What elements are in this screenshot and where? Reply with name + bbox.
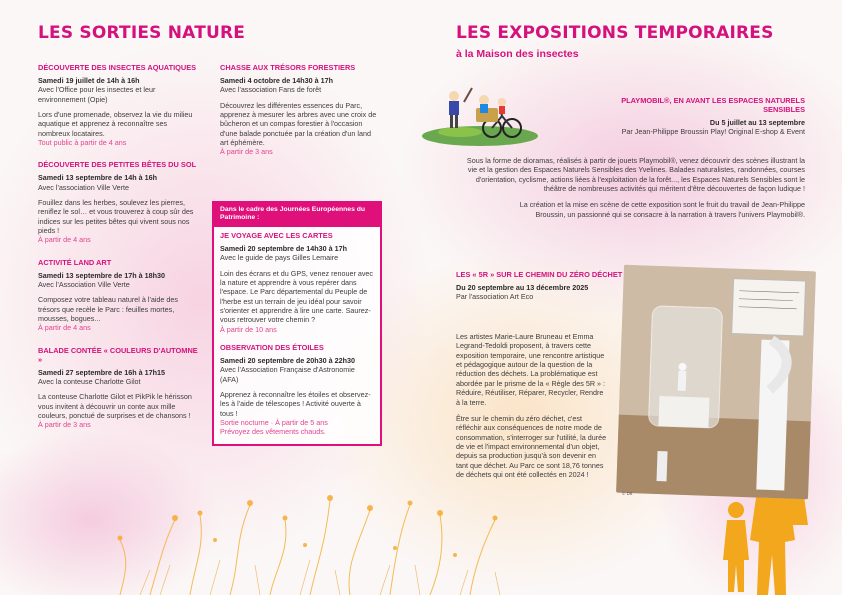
event-title: BALADE CONTÉE « COULEURS D'AUTOMNE » <box>38 345 198 364</box>
right-subheading: à la Maison des insectes <box>456 48 579 60</box>
photo-credit: © D8 <box>622 491 633 496</box>
expo-title: PLAYMOBIL®, EN AVANT LES ESPACES NATURELS SENSIBLES <box>621 96 805 114</box>
event-clothing-note: Prévoyez des vêtements chauds. <box>220 427 326 437</box>
event-age-note: Tout public à partir de 4 ans <box>38 138 127 148</box>
column-2 <box>220 64 380 167</box>
event-petites-betes <box>38 161 198 244</box>
event-age-note: À partir de 10 ans <box>220 324 277 334</box>
event-description: La conteuse Charlotte Gilot et PikPik le hérisson vous invitent à découvrir un conte aux mille couleurs, ponctué de surprises et de chansons ! <box>38 392 192 420</box>
event-description: Loin des écrans et du GPS, venez renouer avec la nature et apprendre à vous repérer dans l'espace. Le Parc départemental du Peuple de l'herbe est un terrain de jeu idéal pour savoir s'orienter et apprendre à lire une carte. Saurez-vous retrouver votre chemin ? <box>220 268 374 325</box>
expo-description: Les artistes Marie-Laure Bruneau et Emma Legrand-Tedoldi proposent, à travers cette exposition temporaire, une rencontre artistique et pédagogique autour de la question de la réduction des déchets. La problématique est abordée par le prisme de la « Règle des 5R » : Réduire, Réutiliser, Réparer, Recycler, Rendre à la terre. <box>456 332 606 407</box>
event-date: Samedi 27 septembre de 16h à 17h15 <box>38 367 166 377</box>
event-title: OBSERVATION DES ÉTOILES <box>220 343 324 353</box>
exhibition-photo <box>616 265 816 500</box>
event-title: JE VOYAGE AVEC LES CARTES <box>220 230 333 240</box>
event-date: Samedi 19 juillet de 14h à 16h <box>38 75 140 85</box>
event-observation-etoiles <box>220 344 374 437</box>
event-age-note: Sortie nocturne · À partir de 5 ans <box>220 418 328 428</box>
column-1 <box>38 64 198 440</box>
event-description: Fouillez dans les herbes, soulevez les pierres, reniflez le sol… et vous trouverez à coup sûr des indices sur les petites bêtes qui vivent sous nos pieds ! <box>38 197 194 236</box>
expo-playmobil-text <box>458 156 805 219</box>
expo-credits: La création et la mise en scène de cette exposition sont le fruit du travail de Jean-Philippe Broussin, un passionné qui se consacre à la narration à travers l'univers Playmobil®. <box>519 200 805 219</box>
left-heading: LES SORTIES NATURE <box>38 23 246 43</box>
event-land-art <box>38 259 198 333</box>
event-title: ACTIVITÉ LAND ART <box>38 257 112 267</box>
event-age-note: À partir de 4 ans <box>38 323 91 333</box>
event-organizer: Avec la conteuse Charlotte Gilot <box>38 376 141 386</box>
event-description: Apprenez à reconnaître les étoiles et observez-les à l'aide de télescopes ! Activité ouverte à tous ! <box>220 390 371 418</box>
event-title: DÉCOUVERTE DES INSECTES AQUATIQUES <box>38 63 197 72</box>
expo-organizer: Par Jean-Philippe Broussin Play! Original E-shop & Event <box>621 127 805 137</box>
event-age-note: À partir de 3 ans <box>38 420 91 430</box>
event-description: Découvrez les différentes essences du Parc, apprenez à mesurer les arbres avec une croix de bûcheron et un compas forestier à l'occasion d'une balade ponctuée par la création d'un land art éphémère. <box>220 100 377 148</box>
expo-playmobil <box>470 97 805 136</box>
event-description: Composez votre tableau naturel à l'aide des trésors que recèle le Parc : feuilles mortes, mousses, bogues... <box>38 295 179 324</box>
expo-description: Sous la forme de dioramas, réalisés à partir de jouets Playmobil®, venez découvrir des scènes illustrant la vie et la gestion des Espaces Naturels Sensibles des Yvelines. Balades naturalistes, randonnées, courses d'orientation, cyclisme, actions liées à l'exploitation de la forêt..., les Espaces Naturels Sensibles sont le théâtre de nombreuses activités qui méritent d'être découvertes de façon ludique ! <box>466 156 805 194</box>
expo-5r-text <box>456 332 608 479</box>
event-organizer: Avec le guide de pays Gilles Lemaire <box>220 253 339 263</box>
expo-date: Du 20 septembre au 13 décembre 2025 <box>456 282 589 292</box>
event-age-note: À partir de 3 ans <box>220 147 273 157</box>
event-balade-contee <box>38 347 198 430</box>
event-organizer: Avec l'association Ville Verte <box>38 182 130 192</box>
event-description: Lors d'une promenade, observez la vie du milieu aquatique et apprenez à reconnaître ses nombreux locataires. <box>38 109 193 138</box>
event-organizer: Avec l'association Fans de forêt <box>220 85 322 95</box>
event-organizer: Avec l'Office pour les insectes et leur environnement (Opie) <box>38 85 156 104</box>
event-insectes-aquatiques <box>38 64 198 147</box>
expo-organizer: Par l'association Art Eco <box>456 292 534 302</box>
event-age-note: À partir de 4 ans <box>38 235 91 245</box>
event-date: Samedi 13 septembre de 14h à 16h <box>38 173 158 183</box>
right-heading: LES EXPOSITIONS TEMPORAIRES <box>456 23 774 43</box>
event-organizer: Avec l'Association Ville Verte <box>38 280 130 290</box>
event-date: Samedi 20 septembre de 20h30 à 22h30 <box>220 355 356 365</box>
expo-5r <box>456 271 636 302</box>
event-title: DÉCOUVERTE DES PETITES BÊTES DU SOL <box>38 160 197 170</box>
expo-title: LES « 5R » SUR LE CHEMIN DU ZÉRO DÉCHET <box>456 270 623 279</box>
event-title: CHASSE AUX TRÉSORS FORESTIERS <box>220 63 356 72</box>
patrimoine-box-header: Dans le cadre des Journées Européennes du Patrimoine : <box>214 203 380 227</box>
event-date: Samedi 4 octobre de 14h30 à 17h <box>220 75 334 85</box>
event-organizer: Avec l'Association Française d'Astronomie (AFA) <box>220 365 355 384</box>
expo-date: Du 5 juillet au 13 septembre <box>709 117 805 127</box>
patrimoine-box <box>212 201 382 446</box>
event-voyage-cartes <box>220 232 374 334</box>
event-date: Samedi 20 septembre de 14h30 à 17h <box>220 243 348 253</box>
event-chasse-tresors <box>220 64 380 157</box>
expo-facts: Être sur le chemin du zéro déchet, c'est réfléchir aux conséquences de notre mode de consommation, s'interroger sur l'utilité, la durée de vie et l'impact environnemental d'un objet, depuis sa production jusqu'à son devenir en tant que déchet. Au Parc ce sont 18,76 tonnes de déchets qui ont été collectés en 2024 ! <box>456 413 607 480</box>
event-date: Samedi 13 septembre de 17h à 18h30 <box>38 270 166 280</box>
